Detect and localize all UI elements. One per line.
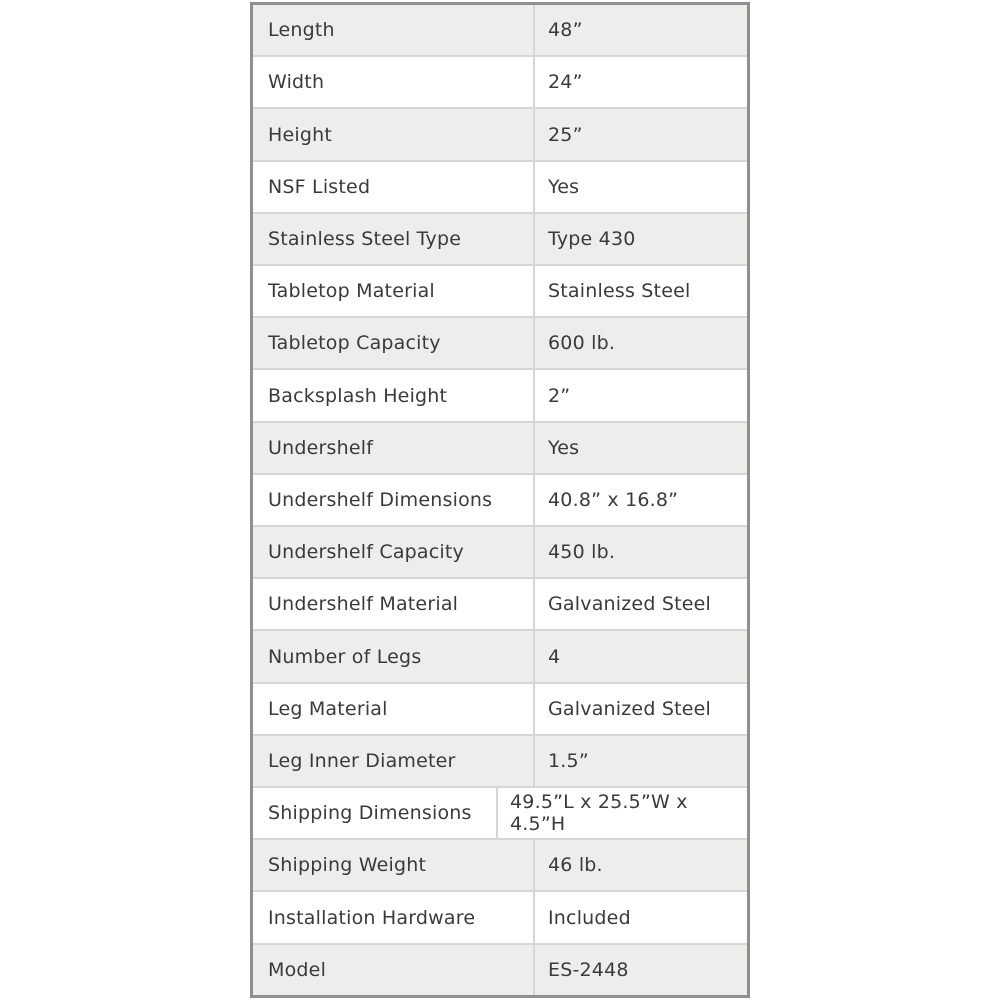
table-row xyxy=(253,266,747,318)
spec-value: 40.8” x 16.8” xyxy=(548,488,679,511)
spec-label: Tabletop Capacity xyxy=(253,318,535,368)
spec-label: Undershelf Dimensions xyxy=(253,475,535,525)
table-row xyxy=(253,840,747,892)
spec-label: Shipping Dimensions xyxy=(253,788,498,838)
spec-label: Model xyxy=(253,945,535,995)
spec-value: Yes xyxy=(548,175,580,198)
table-row xyxy=(253,214,747,266)
spec-value: 2” xyxy=(548,384,571,407)
spec-value: 600 lb. xyxy=(548,332,616,355)
spec-value: Galvanized Steel xyxy=(548,593,711,616)
table-row xyxy=(253,5,747,57)
table-row xyxy=(253,736,747,788)
spec-label: Leg Inner Diameter xyxy=(253,736,535,786)
spec-label: Width xyxy=(253,57,535,107)
spec-label: Length xyxy=(253,5,535,55)
table-row xyxy=(253,318,747,370)
spec-value: 25” xyxy=(548,123,583,146)
spec-table xyxy=(250,2,750,998)
spec-label: NSF Listed xyxy=(253,162,535,212)
spec-value: 450 lb. xyxy=(548,541,616,564)
spec-value: 4 xyxy=(548,645,561,668)
spec-label: Installation Hardware xyxy=(253,892,535,942)
spec-label: Undershelf Capacity xyxy=(253,527,535,577)
table-row xyxy=(253,788,747,840)
table-row xyxy=(253,370,747,422)
spec-label: Number of Legs xyxy=(253,631,535,681)
spec-value: 48” xyxy=(548,19,583,42)
spec-label: Stainless Steel Type xyxy=(253,214,535,264)
spec-label: Undershelf xyxy=(253,423,535,473)
spec-label: Tabletop Material xyxy=(253,266,535,316)
spec-value: Yes xyxy=(548,436,580,459)
spec-value: 24” xyxy=(548,71,583,94)
spec-value: 1.5” xyxy=(548,749,589,772)
table-row xyxy=(253,109,747,161)
spec-value: Stainless Steel xyxy=(548,280,691,303)
spec-value: 49.5”L x 25.5”W x 4.5”H xyxy=(510,791,688,836)
table-row xyxy=(253,423,747,475)
table-row xyxy=(253,684,747,736)
spec-label: Height xyxy=(253,109,535,159)
table-row xyxy=(253,631,747,683)
spec-label: Backsplash Height xyxy=(253,370,535,420)
spec-label: Undershelf Material xyxy=(253,579,535,629)
spec-value: Type 430 xyxy=(548,227,636,250)
table-row xyxy=(253,945,747,995)
spec-value: 46 lb. xyxy=(548,854,603,877)
spec-value: Galvanized Steel xyxy=(548,697,711,720)
table-row xyxy=(253,892,747,944)
spec-value: Included xyxy=(548,906,631,929)
spec-value: ES-2448 xyxy=(548,958,629,981)
table-row xyxy=(253,579,747,631)
table-row xyxy=(253,527,747,579)
spec-label: Shipping Weight xyxy=(253,840,535,890)
spec-label: Leg Material xyxy=(253,684,535,734)
table-row xyxy=(253,475,747,527)
table-row xyxy=(253,162,747,214)
table-row xyxy=(253,57,747,109)
